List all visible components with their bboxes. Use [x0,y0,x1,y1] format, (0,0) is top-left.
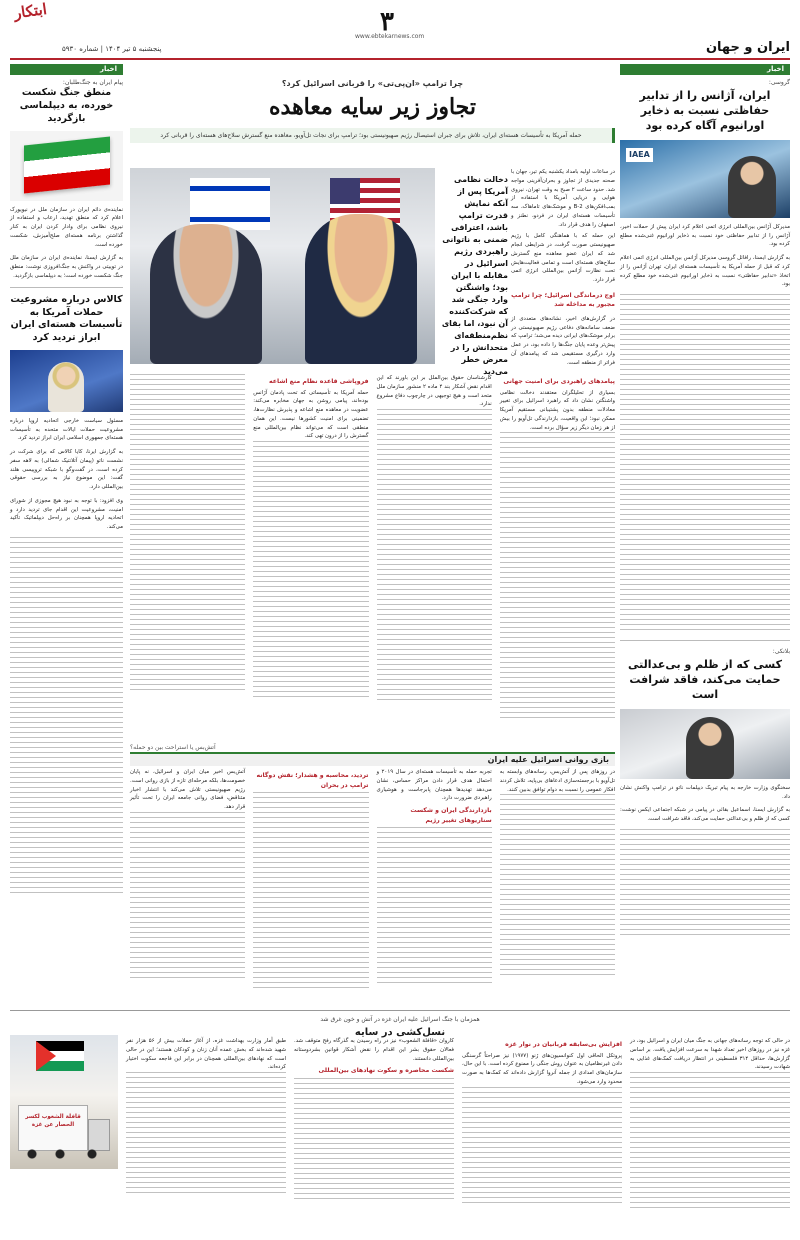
truck-wheels [24,1149,104,1159]
story-body: وی افزود: با توجه به نبود هیچ مجوزی از شورای امنیت، مشروعیت این اقدام جای تردید دارد و اتحادیه اروپا همچنان بر راه‌حل دیپلماتیک تأکید می‌کند. [10,497,123,531]
lower-text-columns [126,1037,790,1229]
story-subhead: افزایش بی‌سابقه قربانیان در نوار غزه [505,1041,622,1048]
story-body: به گزارش ایسنا، اسماعیل بقائی در پیامی در شبکه اجتماعی ایکس نوشت: کسی که از ظلم و بی‌عدالتی حمایت می‌کند، فاقد شرافت است. [620,807,790,823]
story-body: تجربه حمله به تأسیسات هسته‌ای در سال ۲۰۱۹ و احتمال هدف قرار دادن مراکز حساس، نشان می‌دهد تهدیدها همچنان پابرجاست و هوشیاری راهبردی ضرورت دارد. [376,769,492,802]
person-figure [150,224,262,364]
story-subhead: بازدارندگی ایران و شکست سناریوهای تغییر رژیم [410,807,492,824]
story-body: مسئول سیاست خارجی اتحادیه اروپا درباره مشروعیت حملات ایالات متحده به تأسیسات هسته‌ای جمهوری اسلامی ایران ابراز تردید کرد. [10,417,123,442]
left-news-column [10,78,123,897]
body-text-filler [620,294,790,634]
box-kicker: آتش‌بس یا استراحت بین دو حمله؟ [130,744,216,751]
trump-netanyahu-photo [130,168,435,364]
right-news-column [620,78,790,939]
person-figure [728,156,776,218]
story-body: طبق آمار وزارت بهداشت غزه، از آغاز حملات بیش از ۵۶ هزار نفر شهید شده‌اند که بخش عمده آنان زنان و کودکان هستند؛ این در حالی است که نهادهای بین‌المللی همچنان در برابر این فاجعه سکوت اختیار کرده‌اند. [126,1038,287,1071]
iran-flag-photo [10,131,123,201]
lower-kicker: همزمان با جنگ اسرائیل علیه ایران غزه در آتش و خون غرق شد [320,1016,480,1023]
iran-flag-icon [24,136,110,193]
story-body: در حالی که توجه رسانه‌های جهانی به جنگ میان ایران و اسرائیل بود، در غزه نیز در روزهای اخیر تعداد شهدا به سرعت افزایش یافت. بر اساس گزارش‌ها، حداقل ۳۱۴ فلسطینی در انتظار دریافت کمک‌های غذایی به شهادت رسیدند. [630,1038,790,1071]
story-body: در روزهای پس از آتش‌بس، رسانه‌های وابسته به تل‌آویو با برجسته‌سازی ادعاهای بی‌پایه، تلاش کردند افکار عمومی را نسبت به دوام توافق بدبین کنند. [499,769,615,793]
story-kicker: پیام ایران به جنگ‌طلبان: [62,79,123,86]
story-subhead: شکست محاصره و سکوت نهادهای بین‌المللی [318,1067,454,1075]
person-figure [686,717,734,779]
box-text-columns [130,768,615,1000]
story-body: به گزارش ایسنا، رافائل گروسی مدیرکل آژانس بین‌المللی انرژی اتمی اعلام کرد که قبل از حمله آمریکا به تأسیسات هسته‌ای ایران، تهران آژانس را از اتخاذ «تدابیر حفاظتی» نسبت به ذخایر اورانیوم غنی‌شده خود مطلع کرده بود. [620,255,790,288]
story-kicker: بلانکی: [772,648,790,656]
story-headline: ایران، آژانس را از تدابیر حفاظتی نسبت به ذخایر اورانیوم آگاه کرده بود [639,89,771,132]
story-body: کاروان «قافلة الشعوب» نیز در راه رسیدن به گذرگاه رفح متوقف شد. فعالان حقوق بشر این اقدام را نقض آشکار قوانین بشردوستانه بین‌المللی دانستند. [294,1038,454,1062]
story-body: پروتکل الحاقی اول کنوانسیون‌های ژنو (۱۹۷۷) نیز صراحتاً گرسنگی دادن غیرنظامیان به عنوان روش جنگی را ممنوع کرده است. با این حال، سازمان‌های امدادی از جمله آنروا گزارش داده‌اند که کمک‌ها به صورت محدود وارد می‌شود. [461,1052,622,1085]
text-column [130,768,245,1000]
text-column [462,1037,622,1229]
box-headline: بازی روانی اسرائیل علیه ایران [130,752,615,766]
text-column [377,374,492,704]
story-subhead: اوج درماندگی اسرائیل؛ چرا ترامپ مجبور به مداخله شد [511,291,615,309]
text-column [130,374,245,704]
aid-convoy-photo [10,1035,118,1169]
text-column [500,374,615,704]
text-column [294,1037,454,1229]
gaza-story [10,1010,790,1232]
person-figure [48,362,84,412]
page-number: ۳ [380,7,394,37]
story-body: بسیاری از تحلیلگران معتقدند دخالت نظامی واشنگتن نشان داد که راهبرد اسرائیل برای تغییر معادلات منطقه بدون پشتیبانی مستقیم آمریکا ممکن نبود؛ این واقعیت، بازدارندگی تل‌آویو را بیش از هر زمان دیگر زیر سؤال برده است. [499,389,615,431]
text-column [126,1037,286,1229]
masthead-divider [10,58,790,60]
divider [10,287,123,288]
story-subhead: پیامدهای راهبردی برای امنیت جهانی [503,378,615,385]
grossi-photo [620,140,790,218]
story-body: سخنگوی وزارت خارجه به پیام تبریک دیپلمات ناتو در ترامپ واکنش نشان داد. [620,784,790,800]
masthead [0,0,800,62]
person-figure [305,214,417,364]
story-body: این حمله که با هماهنگی کامل با رژیم صهیونیستی صورت گرفت، در شرایطی انجام شد که ایران عضو معاهده منع گسترش سلاح‌های هسته‌ای است و تمامی فعالیت‌هایش تحت نظارت آژانس بین‌المللی انرژی اتمی قرار دارد. [511,233,615,283]
text-column [377,768,492,1000]
story-body: کارشناسان حقوق بین‌الملل بر این باورند که این اقدام نقض آشکار بند ۴ ماده ۲ منشور سازمان ملل متحد است و هیچ توجیهی در چارچوب دفاع مشروع ندارد. [376,375,492,408]
iaea-logo: IAEA [626,148,653,162]
story-kicker: گروسی: [768,79,790,86]
israel-flag-icon [190,178,270,230]
story-body: آتش‌بس اخیر میان ایران و اسرائیل، نه پایان خصومت‌ها، بلکه مرحله‌ای تازه از بازی روانی است. رژیم صهیونیستی تلاش می‌کند با انتشار اخبار متناقض، فضای روانی جامعه ایران را تحت تأثیر قرار دهد. [130,769,246,810]
newspaper-logo: ابتکار [12,0,48,23]
story-headline: کسی که از ظلم و بی‌عدالتی حمایت می‌کند، فاقد شرافت است [628,658,782,702]
spokesman-photo [620,709,790,779]
right-news-bar: اخبار [620,64,790,75]
story-headline: منطق جنگ شکست خورده، به دیپلماسی بازگردید [19,87,114,124]
psychological-war-box [130,742,615,824]
body-text-filler [620,829,790,939]
story-body: به گزارش ایرنا، کایا کالاس که برای شرکت در نشست ناتو (پیمان آتلانتیک شمالی) به لاهه سفر کرده است، در گفت‌وگو با شبکه تروپیسی هلند گفت: این موضوع نیاز به بررسی حقوقی بین‌المللی دارد. [10,449,123,491]
convoy-banner: قافلة الشعوب لكسر الحصار عن غزة [25,1114,81,1128]
text-column [500,768,615,1000]
kallas-photo [10,350,123,412]
story-body: مدیرکل آژانس بین‌المللی انرژی اتمی اعلام کرد ایران پیش از حملات اخیر، آژانس را از تدابیر حفاظتی خود نسبت به ذخایر اورانیوم غنی‌شده مطلع کرده بود. [620,223,790,248]
section-name: ایران و جهان [705,40,790,55]
story-subhead: تردید، محاسبه و هشدار؛ نقش دوگانه ترامپ در بحران [256,772,369,789]
main-text-column [511,168,615,367]
story-body: نماینده‌ی دائم ایران در سازمان ملل در نیویورک اعلام کرد که منطق تهدید، ارعاب و استفاده از نیروی نظامی برای وادار کردن ایران به کنار گذاشتن برنامه هسته‌ای صلح‌آمیزش، شکست خورده است. [10,206,123,248]
site-url[interactable]: www.ebtekarnews.com [355,33,425,40]
main-kicker: چرا ترامپ «ان‌پی‌تی» را قربانی اسرائیل کرد؟ [281,79,464,88]
lower-headline: نسل‌کشی در سایه [354,1027,446,1039]
text-column [630,1037,790,1229]
main-headline: تجاوز زیر سایه معاهده [269,94,476,121]
story-body: به گزارش ایسنا، نماینده‌ی ایران در سازمان ملل در توییتی در واکنش به جنگ‌افروزی نوشت: منطق جنگ شکست خورده است؛ به دیپلماسی بازگردید. [10,255,123,279]
divider [620,640,790,641]
pull-quote: دخالت نظامی آمریکا پس از آنکه نمایش قدرت ترامپ باشد، اعترافی ضمنی به ناتوانی راهبردی رژیم اسرائیل در مقابله با ایران بود؛ واشنگتن وارد جنگی شد که شرکت‌کننده آن نبود، اما بقای نظم‌منطقه‌ای متحدانش را در معرض خطر می‌دید [441,175,508,376]
text-column [253,768,368,1000]
palestine-flag-icon [36,1041,84,1071]
story-subhead: فروپاشی قاعده نظام منع اشاعه [269,378,369,385]
body-text-filler [10,537,123,897]
story-body: در گزارش‌های اخیر، نشانه‌های متعددی از ضعف سامانه‌های دفاعی رژیم صهیونیستی در برابر موشک‌های ایرانی دیده می‌شد؛ ترامپ که پیش‌تر وعده پایان جنگ‌ها را داده بود، در عمل وارد درگیری مستقیمی شد که پیامدهای آن فراتر از منطقه است. [511,315,615,366]
issue-info: پنجشنبه ۵ تیر ۱۴۰۴ | شماره ۵۹۳۰ [62,45,162,53]
main-text-columns [130,374,615,704]
text-column [253,374,368,704]
story-body: در ساعات اولیه بامداد یکشنبه یکم تیر، جهان با صحنه جدیدی از تجاوز و بحران‌آفرینی مواجه شد. حدود ساعت ۲ صبح به وقت تهران، نیروی هوایی و دریایی آمریکا با استفاده از بمب‌افکن‌های B-2 و موشک‌های تاماهاک، سه تأسیسات هسته‌ای ایران در فردو، نطنز و اصفهان را هدف قرار داد. [511,169,615,228]
main-lead: حمله آمریکا به تأسیسات هسته‌ای ایران، تلاش برای جبران استیصال رژیم صهیونیستی بود؛ ترامپ برای نجات تل‌آویو، معاهده منع گسترش سلاح‌های هسته‌ای را قربانی کرد [130,128,615,143]
truck-cab [88,1119,110,1151]
story-headline: کالاس درباره مشروعیت حملات آمریکا به تأسیسات هسته‌ای ایران ابراز تردید کرد [10,293,123,344]
story-body: حمله آمریکا به تأسیساتی که تحت پادمان آژانس بوده‌اند، پیامی روشن به جهان مخابره می‌کند: عضویت در معاهده منع اشاعه و پذیرش نظارت‌ها، تضمینی برای امنیت کشورها نیست. این همان منطقی است که می‌تواند نظام بین‌المللی منع گسترش را از درون تهی کند. [253,389,369,440]
main-story [130,78,615,440]
left-news-bar: اخبار [10,64,123,75]
